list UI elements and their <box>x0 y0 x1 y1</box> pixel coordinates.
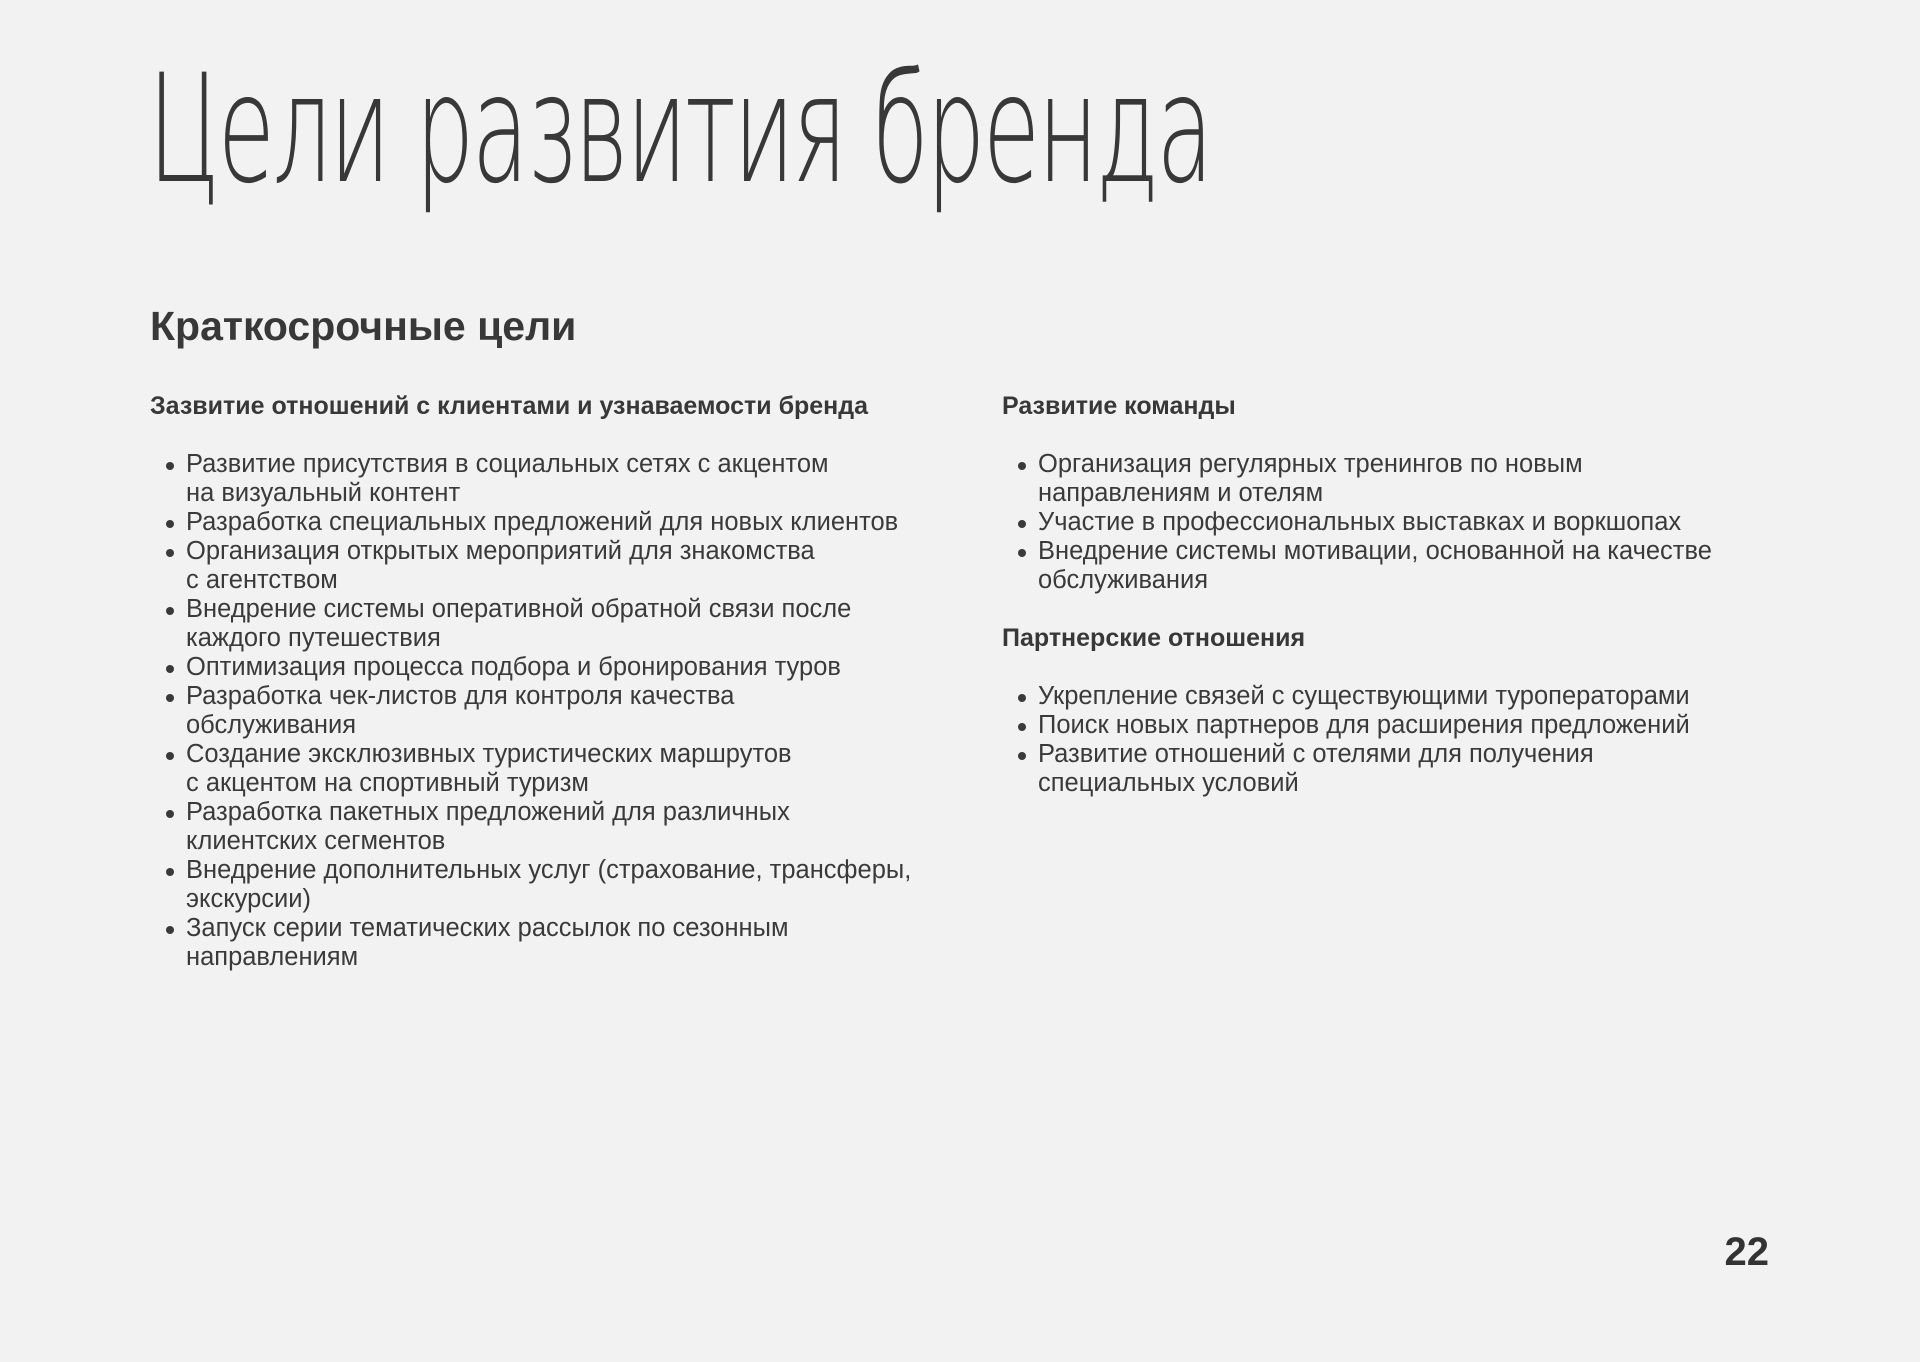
bullet-icon <box>166 694 174 702</box>
bullet-icon <box>166 462 174 470</box>
list-item-text: Внедрение системы мотивации, основанной на качестве обслуживания <box>1038 537 1712 594</box>
list-item <box>150 914 950 972</box>
list-item <box>1002 450 1792 508</box>
list-item-text: Оптимизация процесса подбора и бронирования туров <box>186 653 841 681</box>
page-number: 22 <box>1724 1230 1769 1274</box>
list-item <box>150 740 950 798</box>
bullet-icon <box>166 810 174 818</box>
bullet-icon <box>166 752 174 760</box>
list-item-text: Участие в профессиональных выставках и воркшопах <box>1038 508 1682 536</box>
list-item-text: Укрепление связей с существующими туроператорами <box>1038 682 1690 710</box>
partnerships-subheading: Партнерские отношения <box>1002 624 1306 652</box>
list-item-text: Развитие присутствия в социальных сетях с акцентом на визуальный контент <box>186 450 829 507</box>
client-relations-subheading: Зазвитие отношений с клиентами и узнаваемости бренда <box>150 392 869 420</box>
list-item <box>1002 740 1792 798</box>
bullet-icon <box>1018 549 1026 557</box>
bullet-icon <box>166 520 174 528</box>
list-item <box>150 798 950 856</box>
list-item <box>150 653 950 682</box>
team-development-subheading: Развитие команды <box>1002 392 1236 420</box>
list-item-text: Разработка чек-листов для контроля качества обслуживания <box>186 682 735 739</box>
bullet-icon <box>166 665 174 673</box>
client-relations-list <box>150 450 950 972</box>
list-item <box>150 682 950 740</box>
list-item-text: Разработка специальных предложений для новых клиентов <box>186 508 899 536</box>
right-column <box>1002 392 1792 798</box>
list-item-text: Поиск новых партнеров для расширения предложений <box>1038 711 1690 739</box>
left-column <box>150 392 950 972</box>
bullet-icon <box>166 926 174 934</box>
list-item-text: Внедрение системы оперативной обратной связи после каждого путешествия <box>186 595 852 652</box>
section-title: Краткосрочные цели <box>150 303 577 349</box>
list-item <box>150 450 950 508</box>
list-item <box>1002 711 1792 740</box>
list-item-text: Создание эксклюзивных туристических маршрутов с акцентом на спортивный туризм <box>186 740 792 797</box>
bullet-icon <box>166 607 174 615</box>
bullet-icon <box>1018 752 1026 760</box>
list-item <box>1002 537 1792 595</box>
list-item-text: Организация открытых мероприятий для знакомства с агентством <box>186 537 815 594</box>
page-title: Цели развития бренда <box>148 43 1211 217</box>
list-item <box>1002 682 1792 711</box>
list-item <box>150 508 950 537</box>
bullet-icon <box>1018 694 1026 702</box>
list-item-text: Развитие отношений с отелями для получения специальных условий <box>1038 740 1594 797</box>
list-item <box>1002 508 1792 537</box>
list-item <box>150 856 950 914</box>
bullet-icon <box>166 549 174 557</box>
partnerships-list <box>1002 682 1792 798</box>
list-item <box>150 537 950 595</box>
list-item-text: Внедрение дополнительных услуг (страхование, трансферы, экскурсии) <box>186 856 912 913</box>
bullet-icon <box>1018 520 1026 528</box>
list-item-text: Запуск серии тематических рассылок по сезонным направлениям <box>186 914 789 971</box>
list-item <box>150 595 950 653</box>
bullet-icon <box>1018 723 1026 731</box>
team-development-list <box>1002 450 1792 595</box>
list-item-text: Разработка пакетных предложений для различных клиентских сегментов <box>186 798 790 855</box>
bullet-icon <box>166 868 174 876</box>
list-item-text: Организация регулярных тренингов по новым направлениям и отелям <box>1038 450 1583 507</box>
bullet-icon <box>1018 462 1026 470</box>
